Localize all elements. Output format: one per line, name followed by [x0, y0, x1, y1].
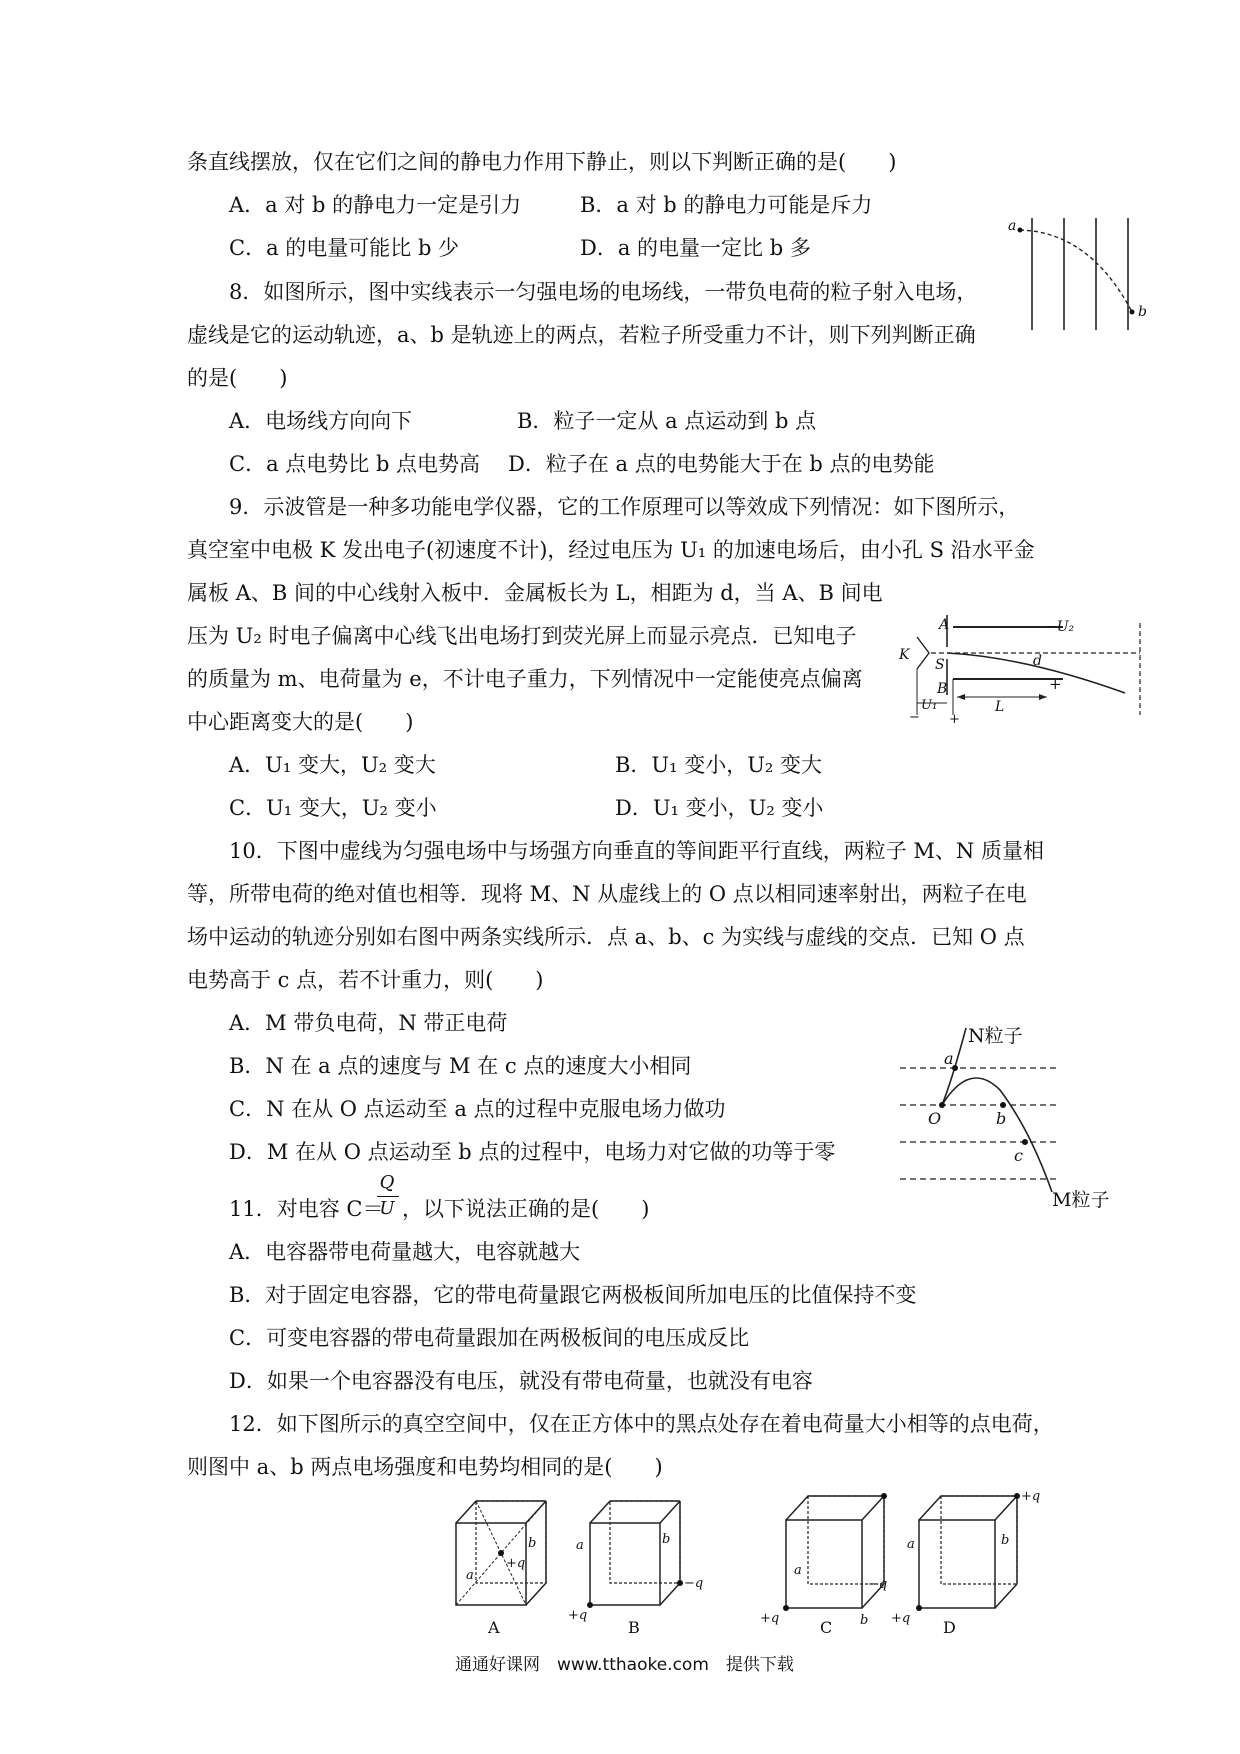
q12-b-label-b: b — [662, 1532, 671, 1547]
q11-option-d: D．如果一个电容器没有电压，就没有带电荷量，也就没有电容 — [229, 1369, 813, 1393]
q9-option-a: A．U₁ 变大，U₂ 变大 — [229, 753, 436, 777]
q11-option-b: B．对于固定电容器，它的带电荷量跟它两极板间所加电压的比值保持不变 — [229, 1283, 917, 1307]
q9-fig-label-B: B — [937, 681, 948, 697]
q12-b-label-a: a — [576, 1538, 584, 1553]
q11-option-c: C．可变电容器的带电荷量跟加在两极板间的电压成反比 — [229, 1326, 750, 1350]
q9-fig-label-plus: + — [1049, 675, 1062, 693]
q10-stem-line-3: 场中运动的轨迹分别如右图中两条实线所示．点 a、b、c 为实线与虚线的交点．已知 O 点 — [187, 925, 1025, 949]
q12-d-label-plus-q-top: +q — [1021, 1489, 1041, 1504]
q8-option-d: D．粒子在 a 点的电势能大于在 b 点的电势能 — [508, 452, 935, 476]
q9-option-d: D．U₁ 变小，U₂ 变小 — [615, 796, 824, 820]
q7-option-d: D．a 的电量一定比 b 多 — [580, 236, 811, 260]
q7-option-b: B．a 对 b 的静电力可能是斥力 — [580, 193, 873, 217]
q12-a-label-b: b — [528, 1536, 537, 1551]
q12-b-label-plus-q: +q — [568, 1608, 588, 1623]
q9-fig-label-A: A — [939, 617, 950, 633]
q9-fig-label-S: S — [935, 657, 945, 673]
q10-fig-label-N: N粒子 — [968, 1025, 1023, 1047]
q12-caption-c: C — [820, 1618, 833, 1637]
q12-b-label-minus-q: −q — [684, 1576, 704, 1591]
q12-caption-a: A — [488, 1618, 500, 1637]
q7-stem-end: 条直线摆放，仅在它们之间的静电力作用下静止，则以下判断正确的是( ) — [187, 150, 897, 174]
q9-fig-label-L: L — [995, 699, 1005, 715]
q10-fig-label-a: a — [944, 1049, 954, 1068]
q9-stem-line-4: 压为 U₂ 时电子偏离中心线飞出电场打到荧光屏上而显示亮点．已知电子 — [187, 624, 857, 648]
q10-option-d: D．M 在从 O 点运动至 b 点的过程中，电场力对它做的功等于零 — [229, 1140, 836, 1164]
q12-c-label-a: a — [794, 1563, 802, 1578]
q9-stem-line-5: 的质量为 m、电荷量为 e，不计电子重力，下列情况中一定能使亮点偏离 — [187, 667, 863, 691]
q9-stem-line-6: 中心距离变大的是( ) — [187, 710, 414, 734]
q8-option-c: C．a 点电势比 b 点电势高 — [229, 452, 481, 476]
q8-stem-line-3: 的是( ) — [187, 366, 288, 390]
q12-a-label-q: +q — [506, 1556, 526, 1571]
q12-c-label-plus-q: +q — [760, 1611, 780, 1626]
q10-option-c: C．N 在从 O 点运动至 a 点的过程中克服电场力做功 — [229, 1097, 726, 1121]
q11-stem-pre: 11．对电容 C＝ — [229, 1197, 384, 1221]
q9-fig-label-minus: − — [909, 710, 920, 725]
q12-c-label-b: b — [860, 1613, 869, 1628]
q9-stem-line-3: 属板 A、B 间的中心线射入板中．金属板长为 L，相距为 d，当 A、B 间电 — [187, 581, 883, 605]
q7-option-c: C．a 的电量可能比 b 少 — [229, 236, 460, 260]
q12-cube-figure-b — [568, 1495, 704, 1637]
q10-trajectory-figure — [900, 1020, 1140, 1210]
q11-fraction-numerator: Q — [379, 1172, 395, 1193]
q10-fig-label-b: b — [996, 1109, 1007, 1128]
q9-fig-label-plus-2: + — [949, 712, 960, 727]
q12-c-label-minus-q: −q — [868, 1577, 888, 1592]
q8-stem-line-2: 虚线是它的运动轨迹，a、b 是轨迹上的两点，若粒子所受重力不计，则下列判断正确 — [187, 323, 976, 347]
q11-fraction-denominator: U — [379, 1198, 395, 1219]
q9-option-b: B．U₁ 变小，U₂ 变大 — [615, 753, 823, 777]
q10-option-a: A．M 带负电荷，N 带正电荷 — [229, 1011, 508, 1035]
q10-stem-line-2: 等，所带电荷的绝对值也相等．现将 M、N 从虚线上的 O 点以相同速率射出，两粒子在电 — [187, 882, 1027, 906]
q9-stem-line-2: 真空室中电极 K 发出电子(初速度不计)，经过电压为 U₁ 的加速电场后，由小孔 S 沿水平金 — [187, 538, 1035, 562]
q8-option-b: B．粒子一定从 a 点运动到 b 点 — [517, 409, 817, 433]
q12-cube-figure-a — [450, 1495, 560, 1635]
q10-fig-label-c: c — [1014, 1146, 1023, 1165]
q12-caption-b: B — [628, 1618, 640, 1637]
q10-fig-label-O: O — [928, 1109, 942, 1128]
q9-stem-line-1: 9．示波管是一种多功能电学仪器，它的工作原理可以等效成下列情况：如下图所示， — [229, 495, 1020, 519]
q8-stem-line-1: 8．如图所示，图中实线表示一匀强电场的电场线，一带负电荷的粒子射入电场， — [229, 280, 978, 304]
q12-a-label-a: a — [466, 1568, 474, 1583]
q12-caption-d: D — [943, 1618, 956, 1637]
q12-stem-line-1: 12．如下图所示的真空空间中，仅在正方体中的黑点处存在着电荷量大小相等的点电荷， — [229, 1412, 1054, 1436]
q9-fig-label-U2: −U₂ — [1045, 619, 1075, 635]
q7-option-a: A．a 对 b 的静电力一定是引力 — [229, 193, 522, 217]
q12-d-label-b: b — [1001, 1533, 1010, 1548]
q12-cube-figure-d — [891, 1489, 1045, 1637]
q12-d-label-plus-q-bottom: +q — [891, 1611, 911, 1626]
q11-option-a: A．电容器带电荷量越大，电容就越大 — [229, 1240, 581, 1264]
q8-fig-label-a: a — [1008, 218, 1017, 234]
q10-stem-line-4: 电势高于 c 点，若不计重力，则( ) — [187, 968, 544, 992]
q9-fig-label-U1: U₁ — [921, 698, 938, 713]
q11-fraction-bar — [377, 1196, 399, 1197]
page-footer-watermark: 通通好课网 www.tthaoke.com 提供下载 — [455, 1655, 794, 1675]
q12-stem-line-2: 则图中 a、b 两点电场强度和电势均相同的是( ) — [187, 1455, 663, 1479]
q12-cube-figure-c — [760, 1490, 900, 1635]
q10-stem-line-1: 10．下图中虚线为匀强电场中与场强方向垂直的等间距平行直线，两粒子 M、N 质量相 — [229, 839, 1044, 863]
q11-stem-post: ，以下说法正确的是( ) — [402, 1197, 650, 1221]
q9-option-c: C．U₁ 变大，U₂ 变小 — [229, 796, 437, 820]
q10-option-b: B．N 在 a 点的速度与 M 在 c 点的速度大小相同 — [229, 1054, 692, 1078]
q8-fig-label-b: b — [1138, 304, 1147, 320]
q8-field-figure — [1000, 210, 1160, 340]
q9-fig-label-K: K — [899, 647, 910, 663]
q10-fig-label-M: M粒子 — [1052, 1189, 1110, 1211]
q9-fig-label-d: d — [1033, 653, 1042, 669]
q12-d-label-a: a — [907, 1537, 915, 1552]
q8-option-a: A．电场线方向向下 — [229, 409, 413, 433]
q9-oscilloscope-figure — [895, 615, 1145, 730]
